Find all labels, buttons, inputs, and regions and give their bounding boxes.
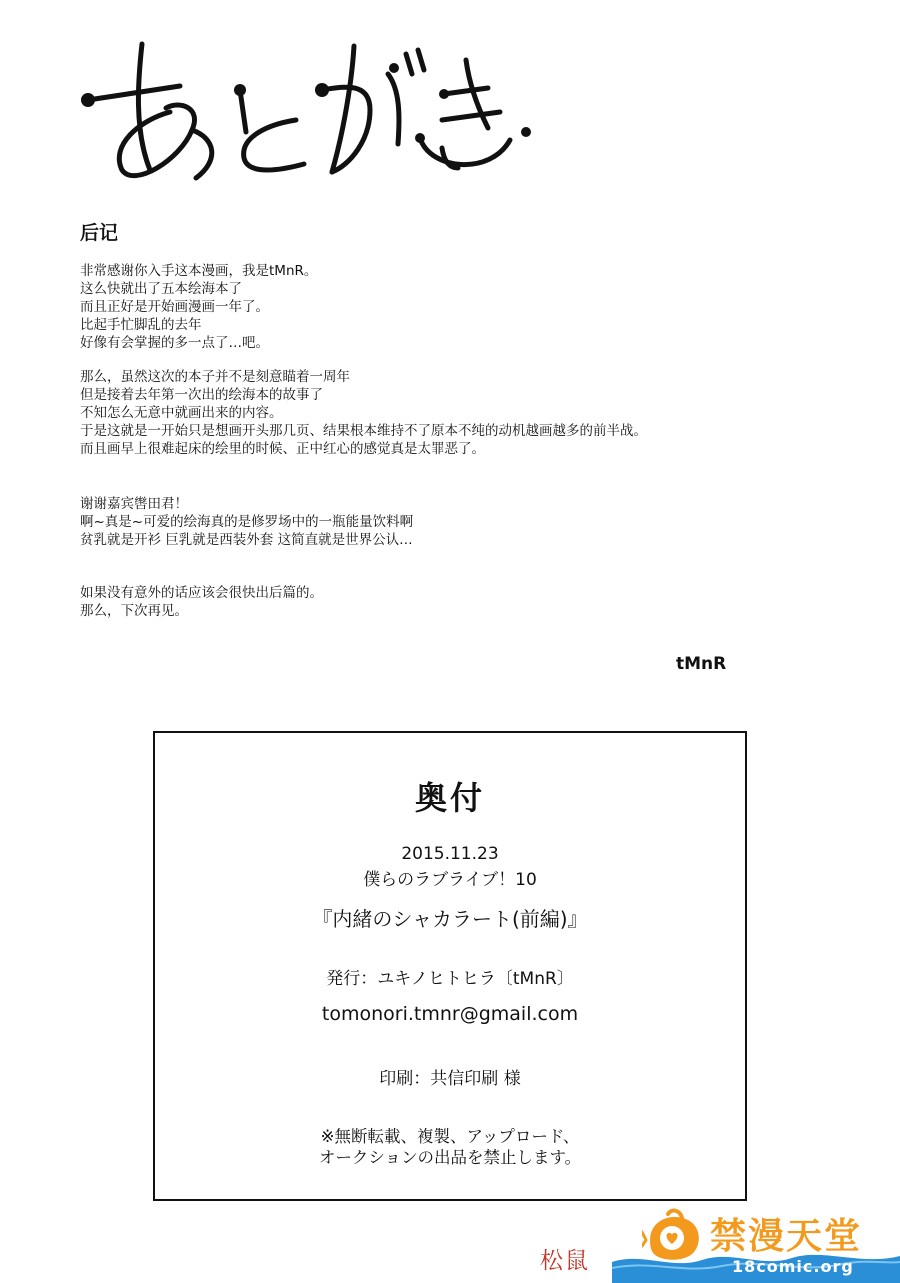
paragraph-line: 于是这就是一开始只是想画开头那几页、结果根本维持不了原本不纯的动机越画越多的前半战。 [80, 423, 647, 439]
paragraph-line: 谢谢嘉宾辔田君！ [80, 496, 188, 512]
colophon-notice-line: ※無断転載、複製、アップロード、 [320, 1127, 580, 1146]
paragraph-line: 啊~真是~可爱的绘海真的是修罗场中的一瓶能量饮料啊 [80, 514, 414, 530]
paragraph-line: 贫乳就是开衫 巨乳就是西装外套 这简直就是世界公认… [80, 532, 413, 548]
colophon-date: 2015.11.23 [401, 844, 499, 864]
afterword-paragraph-3 [80, 495, 413, 549]
colophon-box [153, 731, 747, 1201]
paragraph-line: 不知怎么无意中就画出来的内容。 [80, 405, 283, 421]
paragraph-line: 比起手忙脚乱的去年 [80, 317, 202, 333]
watermark-stamp: 松鼠 [540, 1248, 590, 1274]
colophon-publisher: 発行：ユキノヒトヒラ〔tMnR〕 [326, 969, 574, 989]
afterword-paragraph-2 [80, 368, 647, 458]
colophon-title: 奥付 [414, 779, 485, 817]
paragraph-line: 那么，下次再见。 [80, 603, 188, 619]
logo-url: 18comic.org [732, 1257, 854, 1276]
paragraph-line: 非常感谢你入手这本漫画，我是tMnR。 [80, 263, 318, 279]
paragraph-line: 这么快就出了五本绘海本了 [80, 281, 242, 297]
colophon-printer: 印刷：共信印刷 様 [379, 1069, 521, 1089]
paragraph-line: 好像有会掌握的多一点了…吧。 [80, 335, 269, 351]
logo-text: 禁漫天堂 [710, 1216, 863, 1257]
colophon-series: 僕らのラブライブ！10 [363, 870, 537, 890]
colophon-email: tomonori.tmnr@gmail.com [321, 1003, 579, 1025]
paragraph-line: 而且画早上很难起床的绘里的时候、正中红心的感觉真是太罪恶了。 [80, 441, 485, 457]
paragraph-line: 但是接着去年第一次出的绘海本的故事了 [80, 387, 323, 403]
paragraph-line: 而且正好是开始画漫画一年了。 [80, 299, 269, 315]
afterword-heading: 后记 [80, 222, 119, 244]
paragraph-line: 如果没有意外的话应该会很快出后篇的。 [80, 585, 323, 601]
afterword-paragraph-1 [80, 262, 317, 352]
site-watermark-logo [612, 1200, 900, 1283]
colophon-work-title: 『内緒のシャカラート(前編)』 [312, 907, 588, 931]
author-signature: tMnR [676, 654, 727, 674]
colophon-notice-line: オークションの出品を禁止します。 [318, 1148, 582, 1167]
afterword-paragraph-4 [80, 584, 323, 620]
whale-mascot-icon [642, 1206, 706, 1266]
afterword-title-art [70, 20, 550, 200]
paragraph-line: 那么，虽然这次的本子并不是刻意瞄着一周年 [80, 369, 350, 385]
